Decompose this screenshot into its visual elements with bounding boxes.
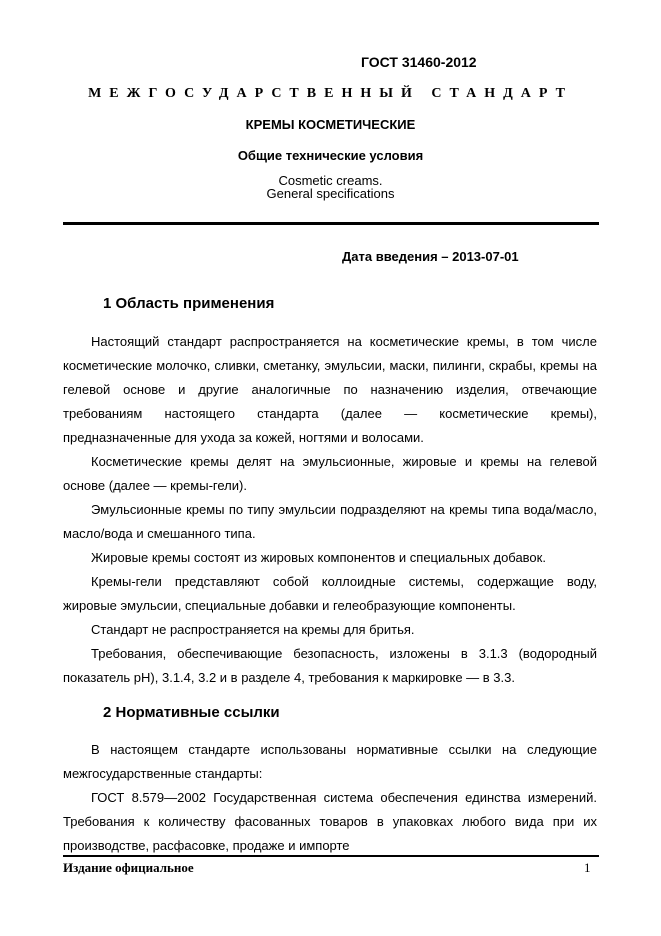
section-1-paragraph: Косметические кремы делят на эмульсионные, жировые и кремы на гелевой основе (далее — кремы-гели). xyxy=(63,454,597,493)
section-1-paragraph: Настоящий стандарт распространяется на косметические кремы, в том числе косметические молочко, сливки, сметанку, эмульсии, маски, пилинги, скрабы, кремы на гелевой основе и другие аналогичные по назначению изделия, отвечающие требованиям настоящего стандарта (далее — косметические кремы), предназначенные для ухода за кожей, ногтями и волосами. xyxy=(63,334,597,445)
section-1-paragraph: Кремы-гели представляют собой коллоидные системы, содержащие воду, жировые эмульсии, специальные добавки и гелеобразующие компоненты. xyxy=(63,574,597,613)
page-number: 1 xyxy=(584,860,591,875)
footer-divider xyxy=(63,855,599,857)
introduction-date-value: 2013-07-01 xyxy=(452,249,519,264)
english-title-line-1: Cosmetic creams. xyxy=(278,173,383,188)
section-2-paragraph: ГОСТ 8.579—2002 Государственная система обеспечения единства измерений. Требования к количеству фасованных товаров в упаковках любого вида при их производстве, расфасовке, продаже и импорте xyxy=(63,790,597,853)
section-1-paragraph: Стандарт не распространяется на кремы для бритья. xyxy=(91,622,415,637)
section-2-heading: 2 Нормативные ссылки xyxy=(103,704,280,721)
interstate-standard-label: МЕЖГОСУДАРСТВЕННЫЙ СТАНДАРТ xyxy=(88,86,573,101)
english-title-line-2: General specifications xyxy=(266,186,395,201)
edition-label: Издание официальное xyxy=(63,860,194,875)
introduction-date-label: Дата введения – xyxy=(342,249,453,264)
document-subtitle: Общие технические условия xyxy=(237,148,424,163)
section-1-paragraph: Эмульсионные кремы по типу эмульсии подразделяют на кремы типа вода/масло, масло/вода и смешанного типа. xyxy=(63,502,597,541)
header-divider xyxy=(63,222,599,225)
introduction-date xyxy=(342,249,519,264)
document-title: КРЕМЫ КОСМЕТИЧЕСКИЕ xyxy=(245,117,416,132)
document-code: ГОСТ 31460-2012 xyxy=(361,54,477,70)
section-1-paragraph: Требования, обеспечивающие безопасность, изложены в 3.1.3 (водородный показатель pH), 3.1.4, 3.2 и в разделе 4, требования к маркировке — в 3.3. xyxy=(63,646,597,685)
section-1-heading: 1 Область применения xyxy=(103,295,275,312)
section-1-paragraph: Жировые кремы состоят из жировых компонентов и специальных добавок. xyxy=(91,550,546,565)
section-2-paragraph: В настоящем стандарте использованы нормативные ссылки на следующие межгосударственные стандарты: xyxy=(63,742,597,781)
